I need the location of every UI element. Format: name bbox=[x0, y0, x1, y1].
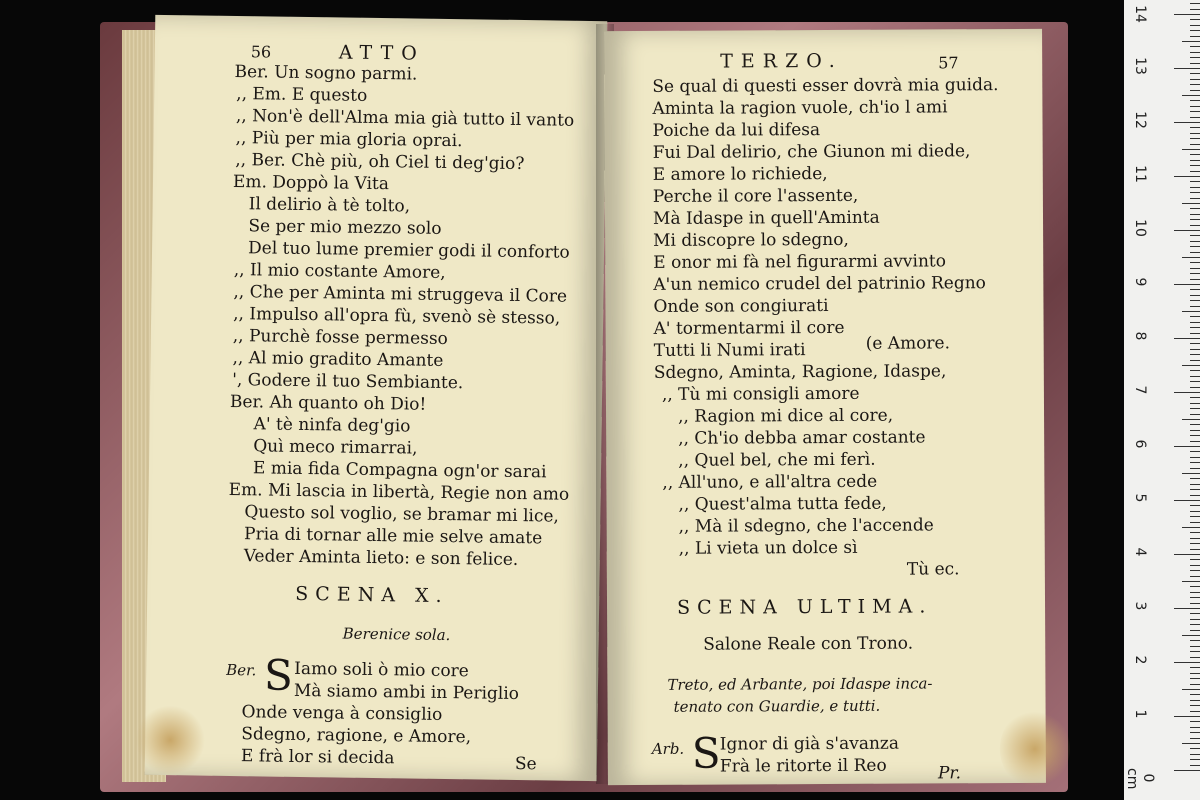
line-tail: (e Amore. bbox=[865, 333, 951, 354]
ruler-tick bbox=[1190, 603, 1200, 604]
ruler-tick bbox=[1190, 478, 1200, 479]
ruler-tick bbox=[1190, 640, 1200, 641]
ruler-tick bbox=[1190, 300, 1200, 301]
stage-direction: tenato con Guardie, e tutti. bbox=[673, 696, 881, 716]
text-line: ,, Mà il sdegno, che l'accende bbox=[678, 515, 934, 537]
scene-title: SCENA X. bbox=[295, 582, 449, 608]
text-line: E mia fida Compagna ogn'or sarai bbox=[252, 458, 547, 483]
ruler-tick bbox=[1190, 711, 1200, 712]
ruler-tick bbox=[1190, 408, 1200, 409]
ruler-label: 0 cm bbox=[1124, 768, 1156, 790]
ruler-tick bbox=[1190, 25, 1200, 26]
ruler-tick bbox=[1190, 198, 1200, 199]
ruler-tick bbox=[1182, 419, 1200, 420]
ruler-tick bbox=[1190, 516, 1200, 517]
right-page bbox=[604, 29, 1046, 785]
ruler-label: 3 bbox=[1132, 601, 1148, 611]
text-line: Il delirio à tè tolto, bbox=[248, 194, 411, 217]
ruler-tick bbox=[1190, 495, 1200, 496]
ruler-tick bbox=[1190, 468, 1200, 469]
ruler-tick bbox=[1190, 46, 1200, 47]
ruler-tick bbox=[1190, 613, 1200, 614]
ruler-label: 12 bbox=[1132, 111, 1148, 129]
ruler-tick bbox=[1190, 538, 1200, 539]
ruler-tick bbox=[1190, 667, 1200, 668]
ruler-tick bbox=[1190, 273, 1200, 274]
ruler-tick bbox=[1190, 684, 1200, 685]
ruler-tick bbox=[1174, 338, 1200, 339]
ruler-tick bbox=[1190, 84, 1200, 85]
ruler-tick bbox=[1190, 700, 1200, 701]
text-line: Veder Aminta lieto: e son felice. bbox=[243, 546, 519, 571]
ruler-tick bbox=[1190, 754, 1200, 755]
text-line: ,, Quest'alma tutta fede, bbox=[678, 493, 887, 515]
ruler-tick bbox=[1174, 176, 1200, 177]
ruler-tick bbox=[1190, 462, 1200, 463]
ruler-tick bbox=[1190, 505, 1200, 506]
ruler-tick bbox=[1190, 127, 1200, 128]
scene-setting: Salone Reale con Trono. bbox=[703, 633, 914, 655]
ruler-label: 4 bbox=[1132, 547, 1148, 557]
text-line: ,, Impulso all'opra fù, svenò sè stesso, bbox=[233, 303, 561, 329]
tu-ec: Tù ec. bbox=[906, 559, 960, 580]
ruler-tick bbox=[1174, 608, 1200, 609]
ruler-tick bbox=[1182, 95, 1200, 96]
ruler-tick bbox=[1190, 592, 1200, 593]
verse-line: Ignor di già s'avanza bbox=[719, 733, 900, 755]
ruler-tick bbox=[1190, 657, 1200, 658]
ruler-tick bbox=[1190, 457, 1200, 458]
text-line: Pria di tornar alle mie selve amate bbox=[243, 524, 543, 549]
text-line: Em. Doppò la Vita bbox=[232, 171, 390, 195]
ruler-label: 11 bbox=[1132, 165, 1148, 183]
verse-line: Frà le ritorte il Reo bbox=[719, 755, 887, 777]
drop-capital: S bbox=[263, 650, 294, 700]
ruler-tick bbox=[1190, 181, 1200, 182]
ruler-tick bbox=[1190, 306, 1200, 307]
text-line: Aminta la ragion vuole, ch'io l ami bbox=[652, 97, 948, 119]
ruler-tick bbox=[1174, 716, 1200, 717]
ruler-tick bbox=[1190, 343, 1200, 344]
ruler-tick bbox=[1174, 500, 1200, 501]
ruler-tick bbox=[1190, 727, 1200, 728]
ruler-tick bbox=[1190, 208, 1200, 209]
catchword: Pr. bbox=[937, 763, 962, 784]
ruler-tick bbox=[1190, 565, 1200, 566]
ruler-tick bbox=[1190, 414, 1200, 415]
ruler-tick bbox=[1190, 171, 1200, 172]
text-line: Em. Mi lascia in libertà, Regie non amo bbox=[228, 479, 570, 505]
text-line: ,, Li vieta un dolce sì bbox=[678, 537, 858, 559]
ruler-tick bbox=[1190, 576, 1200, 577]
ruler-tick bbox=[1190, 381, 1200, 382]
ruler-tick bbox=[1190, 694, 1200, 695]
scene-subtitle: Berenice sola. bbox=[342, 624, 451, 645]
ruler-tick bbox=[1190, 19, 1200, 20]
ruler-tick bbox=[1190, 144, 1200, 145]
verse-line: Onde venga à consiglio bbox=[241, 702, 443, 725]
ruler-tick bbox=[1182, 41, 1200, 42]
ruler-label: 1 bbox=[1132, 709, 1148, 719]
verse-line: Iamo soli ò mio core bbox=[294, 658, 469, 682]
ruler-tick bbox=[1190, 721, 1200, 722]
ruler-tick bbox=[1190, 673, 1200, 674]
ruler-tick bbox=[1190, 9, 1200, 10]
text-line: ,, Ch'io debba amar costante bbox=[678, 427, 926, 449]
ruler-tick bbox=[1190, 451, 1200, 452]
ruler-tick bbox=[1190, 246, 1200, 247]
ruler-tick bbox=[1190, 424, 1200, 425]
right-page-number: 57 bbox=[938, 53, 959, 73]
ruler-tick bbox=[1190, 262, 1200, 263]
ruler-tick bbox=[1190, 165, 1200, 166]
ruler-tick bbox=[1182, 311, 1200, 312]
ruler-tick bbox=[1190, 349, 1200, 350]
ruler-tick bbox=[1174, 122, 1200, 123]
ruler-tick bbox=[1190, 117, 1200, 118]
ruler-tick bbox=[1182, 635, 1200, 636]
ruler-tick bbox=[1190, 90, 1200, 91]
ruler-tick bbox=[1182, 203, 1200, 204]
text-line: ', Godere il tuo Sembiante. bbox=[232, 369, 464, 394]
ruler-tick bbox=[1190, 586, 1200, 587]
text-line: Ber. Un sogno parmi. bbox=[234, 61, 418, 85]
ruler-tick bbox=[1190, 333, 1200, 334]
ruler-tick bbox=[1182, 527, 1200, 528]
ruler-tick bbox=[1190, 397, 1200, 398]
speaker-label: Ber. bbox=[226, 660, 257, 680]
text-line: Questo sol voglio, se bramar mi lice, bbox=[244, 502, 560, 527]
ruler-tick bbox=[1190, 327, 1200, 328]
text-line: ,, Ragion mi dice al core, bbox=[677, 405, 894, 427]
text-line: A' tè ninfa deg'gio bbox=[253, 414, 411, 437]
ruler-tick bbox=[1190, 678, 1200, 679]
measuring-ruler bbox=[1124, 0, 1200, 800]
ruler-label: 9 bbox=[1132, 277, 1148, 287]
ruler-tick bbox=[1190, 543, 1200, 544]
ruler-tick bbox=[1174, 446, 1200, 447]
ruler-tick bbox=[1174, 14, 1200, 15]
ruler-tick bbox=[1190, 100, 1200, 101]
ruler-tick bbox=[1190, 133, 1200, 134]
ruler-tick bbox=[1190, 289, 1200, 290]
ruler-tick bbox=[1190, 295, 1200, 296]
text-line: Mi discopre lo sdegno, bbox=[653, 229, 849, 251]
ruler-tick bbox=[1190, 252, 1200, 253]
text-line: ,, Il mio costante Amore, bbox=[233, 260, 446, 283]
ruler-tick bbox=[1190, 106, 1200, 107]
ruler-tick bbox=[1190, 52, 1200, 53]
ruler-tick bbox=[1190, 549, 1200, 550]
text-line: Mà Idaspe in quell'Aminta bbox=[652, 207, 880, 229]
stage-direction: Treto, ed Arbante, poi Idaspe inca- bbox=[667, 674, 933, 694]
ruler-tick bbox=[1190, 765, 1200, 766]
ruler-tick bbox=[1190, 111, 1200, 112]
ruler-tick bbox=[1190, 570, 1200, 571]
ruler-label: 10 bbox=[1132, 219, 1148, 237]
text-line: Sdegno, Aminta, Ragione, Idaspe, bbox=[653, 361, 947, 383]
ruler-tick bbox=[1190, 370, 1200, 371]
ruler-label: 6 bbox=[1132, 439, 1148, 449]
text-line: Poiche da lui difesa bbox=[652, 120, 821, 141]
ruler-tick bbox=[1190, 3, 1200, 4]
text-line: ,, Purchè fosse permesso bbox=[232, 325, 449, 349]
ruler-tick bbox=[1182, 743, 1200, 744]
ruler-tick bbox=[1190, 705, 1200, 706]
text-line: Quì meco rimarrai, bbox=[253, 436, 418, 459]
left-page-number: 56 bbox=[250, 42, 272, 62]
ruler-tick bbox=[1190, 511, 1200, 512]
ruler-label: 8 bbox=[1132, 331, 1148, 341]
ruler-tick bbox=[1190, 646, 1200, 647]
verse-line: Sdegno, ragione, e Amore, bbox=[241, 724, 472, 748]
text-line: E onor mi fà nel figurarmi avvinto bbox=[653, 251, 947, 273]
text-line: A'un nemico crudel del patrinio Regno bbox=[653, 273, 986, 295]
ruler-tick bbox=[1174, 554, 1200, 555]
ruler-tick bbox=[1190, 484, 1200, 485]
catchword: Se bbox=[514, 753, 537, 775]
ruler-tick bbox=[1190, 522, 1200, 523]
ruler-tick bbox=[1190, 732, 1200, 733]
ruler-tick bbox=[1190, 624, 1200, 625]
text-line: Ber. Ah quanto oh Dio! bbox=[229, 391, 427, 415]
left-stain bbox=[135, 705, 206, 776]
ruler-tick bbox=[1182, 149, 1200, 150]
ruler-tick bbox=[1190, 630, 1200, 631]
ruler-tick bbox=[1190, 748, 1200, 749]
text-line: Onde son congiurati bbox=[653, 295, 829, 317]
ruler-tick bbox=[1190, 619, 1200, 620]
text-line: Se per mio mezzo solo bbox=[248, 216, 442, 239]
text-line: ,, Più per mia gloria oprai. bbox=[235, 128, 463, 152]
ruler-tick bbox=[1190, 63, 1200, 64]
ruler-label: 5 bbox=[1132, 493, 1148, 503]
ruler-tick bbox=[1182, 581, 1200, 582]
text-line: ,, Al mio gradito Amante bbox=[232, 347, 444, 371]
ruler-label: 14 bbox=[1132, 5, 1148, 23]
ruler-tick bbox=[1190, 192, 1200, 193]
ruler-tick bbox=[1190, 225, 1200, 226]
ruler-tick bbox=[1174, 662, 1200, 663]
text-line: ,, All'uno, e all'altra cede bbox=[662, 471, 878, 493]
ruler-tick bbox=[1190, 738, 1200, 739]
ruler-tick bbox=[1190, 403, 1200, 404]
ruler-tick bbox=[1182, 473, 1200, 474]
ruler-tick bbox=[1182, 689, 1200, 690]
ruler-tick bbox=[1190, 235, 1200, 236]
left-running-head: ATTO bbox=[338, 41, 425, 65]
ruler-tick bbox=[1190, 214, 1200, 215]
ruler-label: 2 bbox=[1132, 655, 1148, 665]
ruler-tick bbox=[1190, 489, 1200, 490]
ruler-tick bbox=[1190, 559, 1200, 560]
ruler-tick bbox=[1190, 316, 1200, 317]
text-line: Fui Dal delirio, che Giunon mi diede, bbox=[652, 141, 971, 163]
ruler-tick bbox=[1190, 268, 1200, 269]
ruler-tick bbox=[1190, 354, 1200, 355]
ruler-tick bbox=[1174, 284, 1200, 285]
text-line: E amore lo richiede, bbox=[652, 163, 828, 185]
ruler-tick bbox=[1190, 187, 1200, 188]
ruler-tick bbox=[1190, 532, 1200, 533]
scene-title: SCENA ULTIMA. bbox=[676, 595, 933, 619]
ruler-tick bbox=[1190, 651, 1200, 652]
right-stain bbox=[1000, 709, 1070, 789]
ruler-tick bbox=[1190, 219, 1200, 220]
text-line: Perche il core l'assente, bbox=[652, 185, 859, 207]
speaker-label: Arb. bbox=[651, 739, 685, 758]
ruler-tick bbox=[1190, 138, 1200, 139]
ruler-tick bbox=[1190, 597, 1200, 598]
ruler-tick bbox=[1182, 365, 1200, 366]
ruler-tick bbox=[1190, 279, 1200, 280]
text-line: Tutti li Numi irati bbox=[653, 340, 806, 361]
text-line: ,, Ber. Chè più, oh Ciel ti deg'gio? bbox=[235, 150, 525, 175]
ruler-tick bbox=[1174, 230, 1200, 231]
text-line: ,, Che per Aminta mi struggeva il Core bbox=[233, 282, 568, 307]
ruler-tick bbox=[1190, 57, 1200, 58]
ruler-tick bbox=[1190, 759, 1200, 760]
text-line: ,, Quel bel, che mi ferì. bbox=[678, 449, 876, 471]
ruler-tick bbox=[1174, 68, 1200, 69]
drop-capital: S bbox=[691, 728, 721, 778]
ruler-tick bbox=[1182, 257, 1200, 258]
left-page bbox=[145, 15, 608, 781]
ruler-label: 7 bbox=[1132, 385, 1148, 395]
ruler-tick bbox=[1190, 435, 1200, 436]
ruler-tick bbox=[1190, 160, 1200, 161]
ruler-tick bbox=[1190, 441, 1200, 442]
ruler-tick bbox=[1190, 360, 1200, 361]
ruler-tick bbox=[1190, 430, 1200, 431]
ruler-tick bbox=[1190, 241, 1200, 242]
text-line: ,, Em. E questo bbox=[236, 84, 368, 106]
ruler-tick bbox=[1190, 73, 1200, 74]
text-line: ,, Non'è dell'Alma mia già tutto il vanto bbox=[235, 106, 575, 131]
right-running-head: TERZO. bbox=[720, 49, 843, 73]
ruler-tick bbox=[1190, 30, 1200, 31]
ruler-tick bbox=[1190, 376, 1200, 377]
text-line: A' tormentarmi il core bbox=[653, 317, 845, 339]
text-line: ,, Tù mi consigli amore bbox=[661, 383, 860, 405]
ruler-tick bbox=[1174, 770, 1200, 771]
verse-line: E frà lor si decida bbox=[240, 746, 395, 769]
ruler-tick bbox=[1190, 322, 1200, 323]
ruler-tick bbox=[1190, 36, 1200, 37]
verse-line: Mà siamo ambi in Periglio bbox=[293, 680, 520, 705]
ruler-tick bbox=[1190, 387, 1200, 388]
ruler-tick bbox=[1190, 79, 1200, 80]
text-line: Se qual di questi esser dovrà mia guida. bbox=[652, 75, 999, 97]
text-line: Del tuo lume premier godi il conforto bbox=[247, 238, 570, 263]
ruler-label: 13 bbox=[1132, 57, 1148, 75]
ruler-tick bbox=[1174, 392, 1200, 393]
ruler-tick bbox=[1190, 154, 1200, 155]
